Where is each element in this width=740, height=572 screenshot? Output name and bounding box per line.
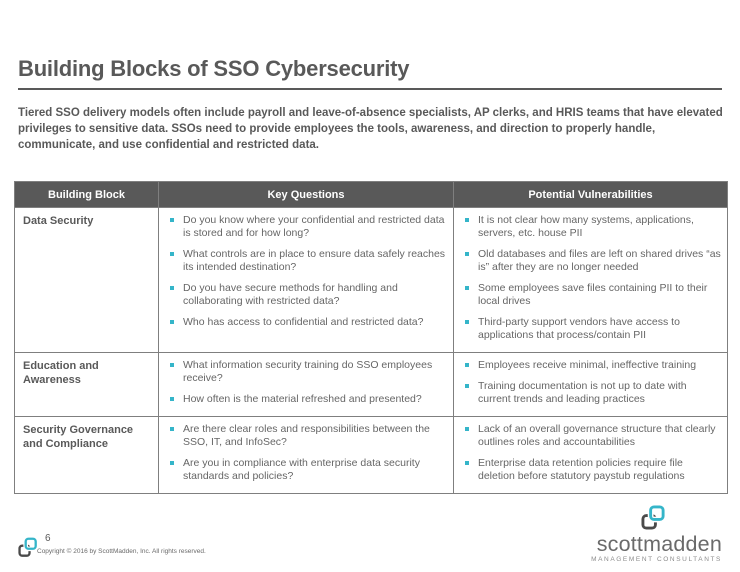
key-questions-list [167, 214, 447, 329]
list-item [462, 316, 721, 342]
slide-header [0, 0, 740, 153]
list-item-text: Who has access to confidential and restricted data? [183, 316, 424, 328]
building-block-cell: Data Security [15, 208, 159, 353]
list-item [462, 248, 721, 274]
potential-vulnerabilities-list [462, 359, 721, 406]
list-item [462, 282, 721, 308]
square-bullet-icon [465, 363, 469, 367]
list-item-text: What controls are in place to ensure data safely reaches its intended destination? [183, 248, 446, 273]
square-bullet-icon [465, 286, 469, 290]
square-bullet-icon [465, 252, 469, 256]
square-bullet-icon [465, 461, 469, 465]
list-item [462, 423, 721, 449]
list-item-text: Do you have secure methods for handling and collaborating with restricted data? [183, 282, 398, 307]
list-item [167, 282, 447, 308]
logo-wordmark: scottmadden [596, 532, 722, 556]
list-item [167, 248, 447, 274]
list-item-text: Old databases and files are left on shared drives “as is” after they are no longer needed [478, 248, 721, 273]
list-item-text: Third-party support vendors have access to applications that process/contain PII [478, 316, 680, 341]
list-item-text: Do you know where your confidential and restricted data is stored and for how long? [183, 214, 445, 239]
square-bullet-icon [465, 320, 469, 324]
square-bullet-icon [170, 218, 174, 222]
building-block-cell: Security Governance and Compliance [15, 417, 159, 494]
page-number: 6 [45, 533, 51, 544]
square-bullet-icon [170, 461, 174, 465]
building-blocks-table [14, 181, 728, 494]
square-bullet-icon [170, 397, 174, 401]
list-item [167, 316, 447, 329]
list-item [167, 457, 447, 483]
potential-vulnerabilities-cell [454, 208, 728, 353]
square-bullet-icon [465, 384, 469, 388]
scottmadden-logo-icon [641, 505, 666, 532]
key-questions-cell [159, 208, 454, 353]
list-item-text: Are you in compliance with enterprise data security standards and policies? [183, 457, 420, 482]
list-item [462, 380, 721, 406]
list-item [462, 214, 721, 240]
list-item-text: Training documentation is not up to date with current trends and leading practices [478, 380, 687, 405]
col-header-potential-vulnerabilities: Potential Vulnerabilities [454, 182, 728, 208]
list-item-text: What information security training do SSO employees receive? [183, 359, 433, 384]
potential-vulnerabilities-cell [454, 417, 728, 494]
key-questions-cell [159, 417, 454, 494]
copyright-text: Copyright © 2016 by ScottMadden, Inc. All rights reserved. [37, 548, 206, 555]
list-item-text: Are there clear roles and responsibilities between the SSO, IT, and InfoSec? [183, 423, 430, 448]
square-bullet-icon [170, 363, 174, 367]
table-row [15, 417, 728, 494]
key-questions-cell [159, 353, 454, 417]
list-item-text: It is not clear how many systems, applications, servers, etc. house PII [478, 214, 694, 239]
scottmadden-logo [591, 505, 722, 563]
table-header-row [15, 182, 728, 208]
potential-vulnerabilities-cell [454, 353, 728, 417]
intro-text: Tiered SSO delivery models often include payroll and leave-of-absence specialists, AP clerks, and HRIS teams that have elevated privileges to sensitive data. SSOs need to provide employees the tools, awareness, and direction to properly handle, communicate, and use confidential and restricted data. [18, 107, 723, 151]
logo-subtext: MANAGEMENT CONSULTANTS [591, 556, 722, 563]
list-item-text: Lack of an overall governance structure that clearly outlines roles and accountabilities [478, 423, 716, 448]
square-bullet-icon [465, 427, 469, 431]
square-bullet-icon [170, 427, 174, 431]
table-row [15, 353, 728, 417]
table-row [15, 208, 728, 353]
square-bullet-icon [170, 286, 174, 290]
list-item [462, 457, 721, 483]
list-item-text: Employees receive minimal, ineffective training [478, 359, 697, 371]
list-item [462, 359, 721, 372]
potential-vulnerabilities-list [462, 423, 721, 483]
col-header-key-questions: Key Questions [159, 182, 454, 208]
square-bullet-icon [465, 218, 469, 222]
page-title: Building Blocks of SSO Cybersecurity [18, 56, 410, 81]
list-item-text: Some employees save files containing PII to their local drives [478, 282, 708, 307]
building-block-cell: Education and Awareness [15, 353, 159, 417]
square-bullet-icon [170, 252, 174, 256]
key-questions-list [167, 423, 447, 483]
list-item [167, 359, 447, 385]
potential-vulnerabilities-list [462, 214, 721, 342]
square-bullet-icon [170, 320, 174, 324]
scottmadden-logo-icon [18, 537, 38, 559]
col-header-building-block: Building Block [15, 182, 159, 208]
list-item-text: Enterprise data retention policies require file deletion before statutory paystub regulations [478, 457, 685, 482]
list-item [167, 393, 447, 406]
list-item [167, 423, 447, 449]
key-questions-list [167, 359, 447, 406]
title-divider [18, 88, 722, 90]
list-item-text: How often is the material refreshed and presented? [183, 393, 422, 405]
list-item [167, 214, 447, 240]
